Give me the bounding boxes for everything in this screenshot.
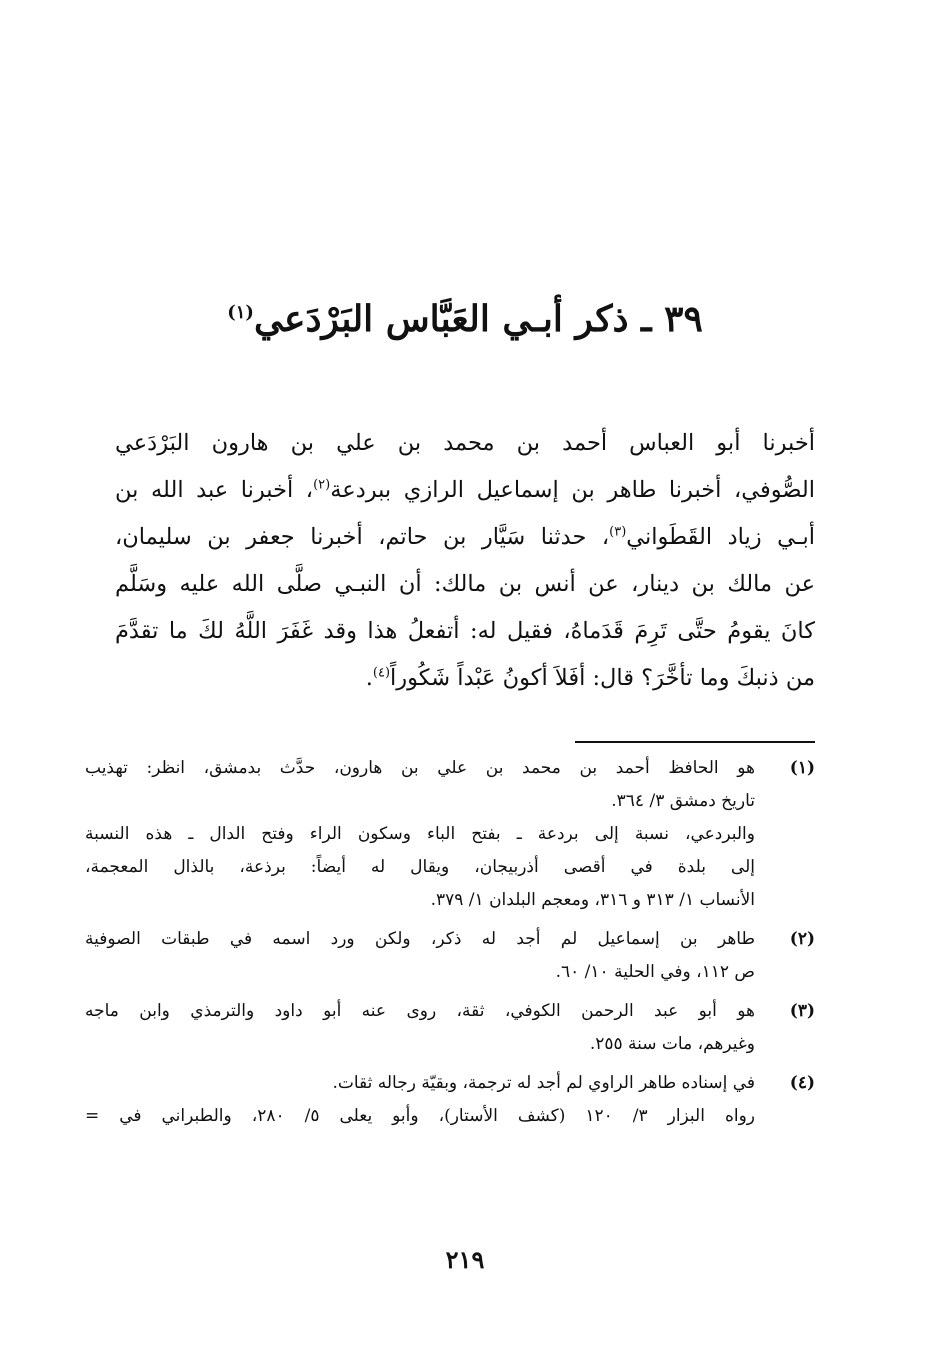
footnote-2	[85, 923, 815, 989]
footnote-divider	[575, 741, 815, 743]
text-line: أبـي زياد القَطَواني$^{(٣)}$، حدثنا سَيَّار بن حاتم، أخبرنا جعفر بن سليمان،	[115, 524, 815, 550]
text-line: أخبرنا أبو العباس أحمد بن محمد بن علي بن هارون البَرْدَعي	[115, 430, 815, 456]
footnote-ref: (٤)	[372, 665, 391, 681]
footnote-number: (٤)	[789, 1073, 815, 1093]
footnote-line: ص ١١٢، وفي الحلية ١٠/ ٦٠.	[555, 962, 755, 982]
footnote-line: الأنساب ١/ ٣١٣ و ٣١٦، ومعجم البلدان ١/ ٣٧٩.	[430, 890, 755, 910]
footnote-line: وغيرهم، مات سنة ٢٥٥.	[589, 1034, 755, 1054]
text-line: عن مالك بن دينار، عن أنس بن مالك: أن النبـي صلَّى الله عليه وسَلَّم	[115, 571, 815, 597]
chapter-title	[120, 283, 810, 349]
text-line: الصُّوفي، أخبرنا طاهر بن إسماعيل الرازي ببردعة$^{(٢)}$، أخبرنا عبد الله بن	[115, 477, 815, 503]
footnote-ref: (٢)	[313, 477, 331, 493]
footnotes	[85, 752, 815, 1139]
footnote-line: تاريخ دمشق ٣/ ٣٦٤.	[611, 791, 755, 811]
footnote-4	[85, 1067, 815, 1133]
page-number: ٢١٩	[445, 1245, 485, 1274]
footnote-line: إلى بلدة في أقصى أذربيجان، ويقال له أيضاً: برذعة، بالذال المعجمة،	[85, 857, 755, 877]
text-line: كانَ يقومُ حتَّى تَرِمَ قَدَماهُ، فقيل له: أتفعلُ هذا وقد غَفَرَ اللَّهُ لكَ ما تقدَّمَ	[115, 618, 816, 644]
footnote-number: (٢)	[789, 929, 815, 949]
footnote-line: هو أبو عبد الرحمن الكوفي، ثقة، روى عنه أبو داود والترمذي وابن ماجه	[85, 1001, 755, 1021]
footnote-line: هو الحافظ أحمد بن محمد بن علي بن هارون، حدَّث بدمشق، انظر: تهذيب	[85, 758, 755, 778]
footnote-3	[85, 995, 815, 1061]
footnote-number: (٣)	[789, 1001, 815, 1021]
footnote-1	[85, 752, 815, 917]
footnote-number: (١)	[789, 758, 815, 778]
footnote-line: في إسناده طاهر الراوي لم أجد له ترجمة، وبقيّة رجاله ثقات.	[332, 1073, 755, 1093]
footnote-ref: (٣)	[609, 524, 627, 540]
chapter-title-text: ٣٩ ـ ذكر أبـي العَبَّاس البَرْدَعي	[253, 298, 703, 340]
text-line: من ذنبكَ وما تأخَّرَ؟ قال: أفَلاَ أكونُ عَبْداً شَكُوراً$^{(٤)}$.	[365, 665, 815, 691]
chapter-footnote-ref: (١)	[227, 302, 254, 323]
footnote-line: رواه البزار ٣/ ١٢٠ (كشف الأستار)، وأبو يعلى ٥/ ٢٨٠، والطبراني في =	[85, 1106, 755, 1126]
hadith-text	[115, 420, 815, 702]
footnote-line: والبردعي، نسبة إلى بردعة ـ بفتح الباء وسكون الراء وفتح الدال ـ هذه النسبة	[85, 824, 755, 844]
footnote-line: طاهر بن إسماعيل لم أجد له ذكر، ولكن ورد اسمه في طبقات الصوفية	[85, 929, 755, 949]
